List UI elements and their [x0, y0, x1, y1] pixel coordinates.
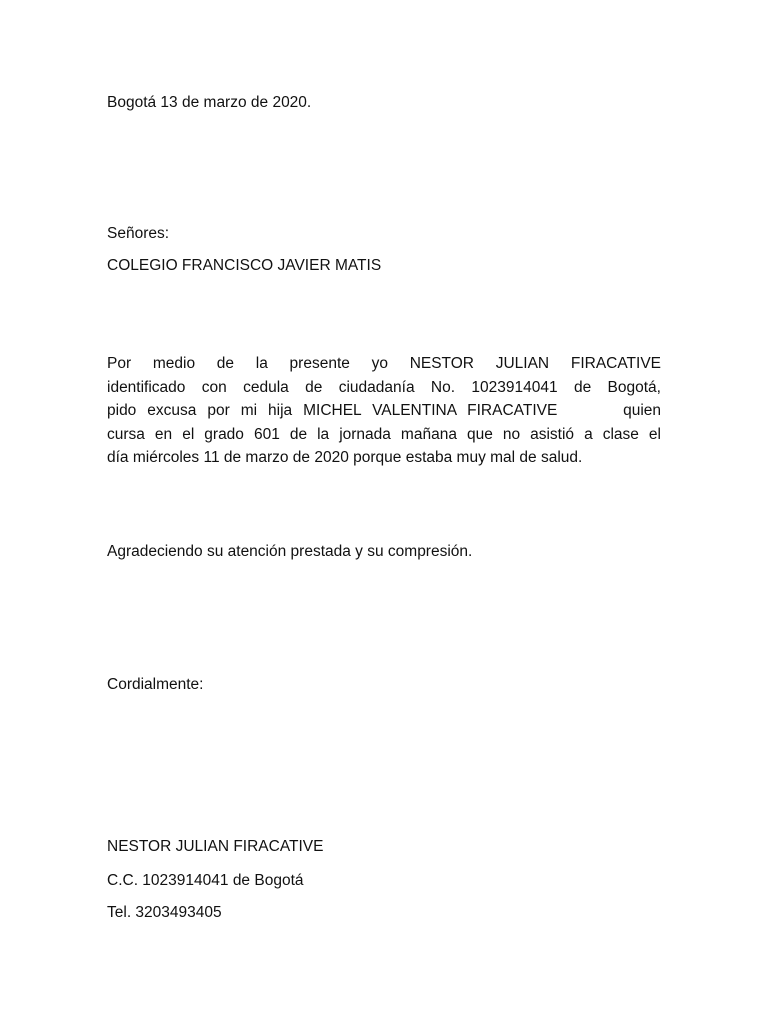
date-line: Bogotá 13 de marzo de 2020. [107, 94, 312, 111]
body-line: cursa en el grado 601 de la jornada mañana que no asistió a clase el [107, 425, 661, 443]
body-line: pido excusa por mi hija MICHEL VALENTINA FIRACATIVE quien [107, 402, 661, 419]
closing: Cordialmente: [107, 676, 204, 693]
signer-id: C.C. 1023914041 de Bogotá [107, 872, 304, 889]
signer-name: NESTOR JULIAN FIRACATIVE [107, 838, 324, 855]
letter-body [107, 352, 661, 470]
salutation: Señores: [107, 225, 170, 242]
body-line: identificado con cedula de ciudadanía No. 1023914041 de Bogotá, [107, 378, 661, 396]
body-line: día miércoles 11 de marzo de 2020 porque estaba muy mal de salud. [107, 449, 583, 466]
thanks-line: Agradeciendo su atención prestada y su compresión. [107, 543, 473, 560]
signer-phone: Tel. 3203493405 [107, 904, 222, 921]
recipient-name: COLEGIO FRANCISCO JAVIER MATIS [107, 257, 382, 274]
body-line: Por medio de la presente yo NESTOR JULIAN FIRACATIVE [107, 355, 661, 372]
